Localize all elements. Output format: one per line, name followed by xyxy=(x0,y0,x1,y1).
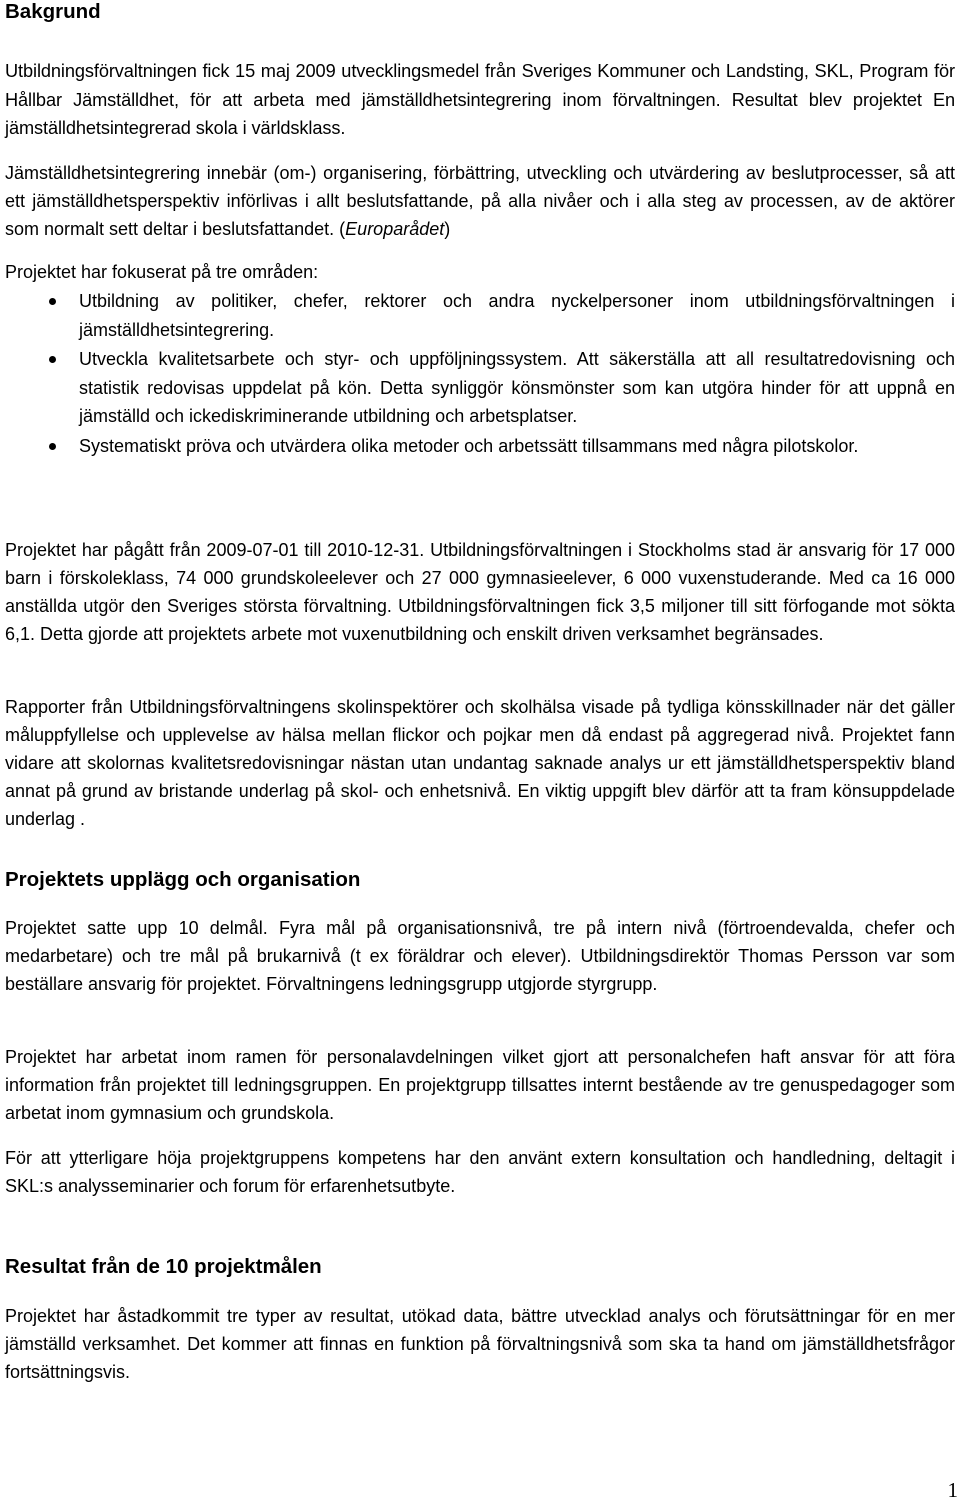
list-item xyxy=(5,287,955,344)
list-item xyxy=(5,345,955,431)
list-item-text: Utbildning av politiker, chefer, rektorer och andra nyckelpersoner inom utbildningsförvaltningen i jämställdhetsintegrering. xyxy=(79,291,955,340)
heading-bakgrund: Bakgrund xyxy=(5,0,101,23)
list-item xyxy=(5,432,955,461)
list-item-text: Utveckla kvalitetsarbete och styr- och uppföljningssystem. Att säkerställa att all resultatredovisning och statistik redovisas uppdelat på kön. Detta synliggör könsmönster som kan utgöra hinder för att uppnå en jämställd och ickediskriminerande utbildning och arbetsplatser. xyxy=(79,349,955,426)
bullet-icon xyxy=(49,443,56,450)
page-number: 1 xyxy=(947,1478,958,1502)
heading-result: Resultat från de 10 projektmålen xyxy=(5,1255,322,1278)
definition-source: Europarådet xyxy=(345,219,445,239)
paragraph-extra: För att ytterligare höja projektgruppens kompetens har den använt extern konsultation och handledning, deltagit i SKL:s analysseminarier och forum för erfarenhetsutbyte. xyxy=(5,1148,955,1196)
heading-upplagg: Projektets upplägg och organisation xyxy=(5,868,361,891)
list-item-text: Systematiskt pröva och utvärdera olika metoder och arbetssätt tillsammans med några pilotskolor. xyxy=(79,435,859,456)
focus-list xyxy=(5,287,955,461)
paragraph-definition xyxy=(5,159,955,243)
paragraph-setup: Projektet satte upp 10 delmål. Fyra mål på organisationsnivå, tre på intern nivå (förtroendevalda, chefer och medarbetare) och tre mål på brukarnivå (t ex föräldrar och elever). Utbildningsdirektör Thomas Persson var som beställare ansvarig för projektet. Förvaltningens ledningsgrupp utgjorde styrgrupp. xyxy=(5,918,955,994)
paragraph-reports: Rapporter från Utbildningsförvaltningens skolinspektörer och skolhälsa visade på tydliga könsskillnader när det gäller måluppfyllelse och upplevelse av hälsa mellan flickor och pojkar men då endast på aggregerad nivå. Projektet fann vidare att skolornas kvalitetsredovisningar nästan utan undantag saknade analys ur ett jämställdhetsperspektiv bland annat på grund av bristande underlag på skol- och enhetsnivå. En viktig uppgift blev därför att ta fram könsuppdelade underlag . xyxy=(5,697,955,829)
bullet-icon xyxy=(49,298,56,305)
definition-text: Jämställdhetsintegrering innebär (om-) organisering, förbättring, utveckling och utvärdering av beslutprocesser, så att ett jämställdhetsperspektiv införlivas i allt beslutsfattande, på alla nivåer och i alla steg av processen, av de aktörer som normalt sett deltar i beslutsfattandet. xyxy=(5,163,955,239)
bullet-icon xyxy=(49,356,56,363)
paragraph-period: Projektet har pågått från 2009-07-01 till 2010-12-31. Utbildningsförvaltningen i Stockholms stad är ansvarig för 17 000 barn i förskoleklass, 74 000 grundskoleelever och 27 000 gymnasieelever, 6 000 vuxenstuderande. Med ca 16 000 anställda utgör den Sveriges största förvaltning. Utbildningsförvaltningen fick 3,5 miljoner till sitt förfogande mot sökta 6,1. Detta gjorde att projektets arbete mot vuxenutbildning och enskilt driven verksamhet begränsades. xyxy=(5,540,955,644)
paragraph-frame: Projektet har arbetat inom ramen för personalavdelningen vilket gjort att personalchefen haft ansvar för att föra information från projektet till ledningsgruppen. En projektgrupp tillsattes internt bestående av tre genuspedagoger som arbetat inom gymnasium och grundskola. xyxy=(5,1047,955,1123)
paragraph-focus-intro: Projektet har fokuserat på tre områden: xyxy=(5,262,319,282)
paragraph-result: Projektet har åstadkommit tre typer av resultat, utökad data, bättre utvecklad analys och förutsättningar för en mer jämställd verksamhet. Det kommer att finnas en funktion på förvaltningsnivå som ska ta hand om jämställdhetsfrågor fortsättningsvis. xyxy=(5,1306,955,1382)
definition-source-close: ) xyxy=(444,219,451,239)
paragraph-intro: Utbildningsförvaltningen fick 15 maj 2009 utvecklingsmedel från Sveriges Kommuner och Landsting, SKL, Program för Hållbar Jämställdhet, för att arbeta med jämställdhetsintegrering inom förvaltningen. Resultat blev projektet En jämställdhetsintegrerad skola i världsklass. xyxy=(5,61,955,138)
definition-source-open: ( xyxy=(334,219,346,239)
